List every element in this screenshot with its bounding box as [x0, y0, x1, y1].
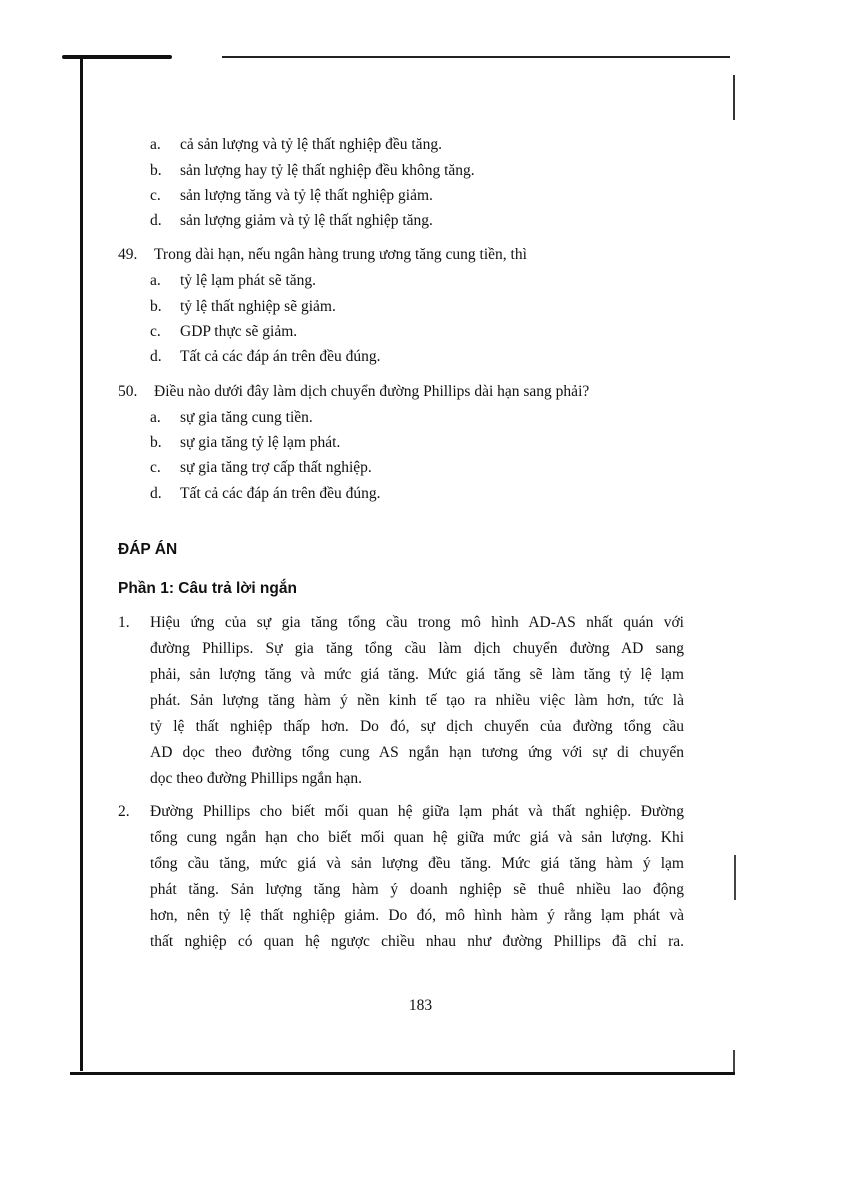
option-text: Tất cả các đáp án trên đều đúng.: [180, 485, 381, 502]
paragraph-line: dọc theo đường Phillips ngắn hạn.: [150, 770, 363, 787]
option-letter: b.: [150, 298, 162, 315]
paragraph-line: Đường Phillips cho biết mối quan hệ giữa lạm phát và thất nghiệp. Đường: [150, 803, 684, 820]
option-letter: a.: [150, 136, 161, 153]
scan-frame-line: [733, 75, 735, 120]
option-text: sự gia tăng cung tiền.: [180, 409, 313, 426]
paragraph-line: đường Phillips. Sự gia tăng tổng cầu làm dịch chuyển đường AD sang: [150, 640, 684, 657]
scan-frame-line: [733, 1050, 735, 1072]
paragraph-line: phải, sản lượng tăng và mức giá tăng. Mức giá tăng sẽ làm tăng tỷ lệ lạm: [150, 666, 684, 683]
option-letter: c.: [150, 459, 161, 476]
paragraph-line: tổng cung ngắn hạn cho biết mối quan hệ giữa mức giá và sản lượng. Khi: [150, 829, 684, 846]
option-letter: b.: [150, 162, 162, 179]
question-text: Trong dài hạn, nếu ngân hàng trung ương tăng cung tiền, thì: [154, 246, 527, 263]
paragraph-line: tỷ lệ thất nghiệp thấp hơn. Do đó, sự dịch chuyển của đường tổng cầu: [150, 718, 684, 735]
paragraph-line: phát. Sản lượng tăng hàm ý nền kinh tế tạo ra nhiều việc làm hơn, tức là: [150, 692, 684, 709]
option-text: cả sản lượng và tỷ lệ thất nghiệp đều tăng.: [180, 136, 442, 153]
paragraph-line: thất nghiệp có quan hệ ngược chiều nhau như đường Phillips đã chỉ ra.: [150, 933, 684, 950]
scan-frame-line: [62, 55, 172, 59]
question-number: 49.: [118, 246, 138, 263]
answer-number: 2.: [118, 803, 130, 820]
paragraph-line: phát tăng. Sản lượng tăng hàm ý doanh nghiệp sẽ thuê nhiều lao động: [150, 881, 684, 898]
paragraph-line: AD dọc theo đường tổng cung AS ngắn hạn tương ứng với sự di chuyển: [150, 744, 684, 761]
option-text: sự gia tăng tỷ lệ lạm phát.: [180, 434, 341, 451]
option-letter: b.: [150, 434, 162, 451]
paragraph-line: tổng cầu tăng, mức giá và sản lượng đều tăng. Mức giá tăng hàm ý lạm: [150, 855, 684, 872]
option-text: tỷ lệ lạm phát sẽ tăng.: [180, 272, 317, 289]
answer-number: 1.: [118, 614, 130, 631]
answers-heading: ĐÁP ÁN: [118, 541, 178, 558]
scan-frame-line: [734, 855, 736, 900]
option-text: sản lượng tăng và tỷ lệ thất nghiệp giảm.: [180, 187, 433, 204]
option-text: sự gia tăng trợ cấp thất nghiệp.: [180, 459, 372, 476]
option-letter: d.: [150, 212, 162, 229]
paragraph-line: Hiệu ứng của sự gia tăng tổng cầu trong mô hình AD-AS nhất quán với: [150, 614, 684, 631]
answer-paragraph: [150, 610, 684, 792]
scan-frame-line: [80, 56, 83, 1071]
option-letter: a.: [150, 272, 161, 289]
part1-heading: Phần 1: Câu trả lời ngắn: [118, 580, 297, 597]
option-text: GDP thực sẽ giảm.: [180, 323, 298, 340]
page-number: 183: [408, 997, 433, 1014]
scan-frame-line: [70, 1072, 735, 1075]
question-text: Điều nào dưới đây làm dịch chuyển đường Phillips dài hạn sang phải?: [154, 383, 590, 400]
option-text: tỷ lệ thất nghiệp sẽ giảm.: [180, 298, 336, 315]
scan-frame-line: [222, 56, 730, 58]
question-number: 50.: [118, 383, 138, 400]
option-text: sản lượng hay tỷ lệ thất nghiệp đều không tăng.: [180, 162, 475, 179]
option-letter: d.: [150, 485, 162, 502]
option-letter: c.: [150, 323, 161, 340]
answer-paragraph: [150, 799, 684, 955]
option-letter: d.: [150, 348, 162, 365]
option-text: sản lượng giảm và tỷ lệ thất nghiệp tăng.: [180, 212, 433, 229]
option-text: Tất cả các đáp án trên đều đúng.: [180, 348, 381, 365]
paragraph-line: hơn, nên tỷ lệ thất nghiệp giảm. Do đó, mô hình hàm ý rằng lạm phát và: [150, 907, 684, 924]
option-letter: c.: [150, 187, 161, 204]
option-letter: a.: [150, 409, 161, 426]
